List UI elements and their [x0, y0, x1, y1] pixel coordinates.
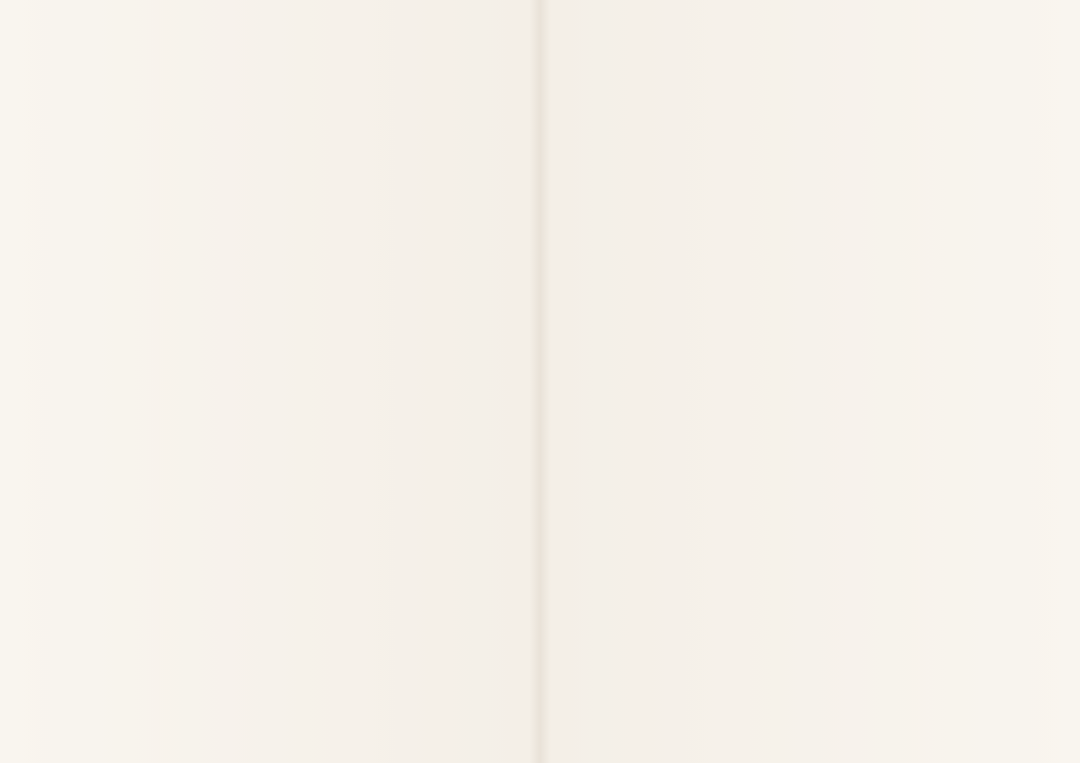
bottom-wave-decoration — [0, 700, 1080, 763]
top-curtain-decoration — [0, 0, 1080, 75]
